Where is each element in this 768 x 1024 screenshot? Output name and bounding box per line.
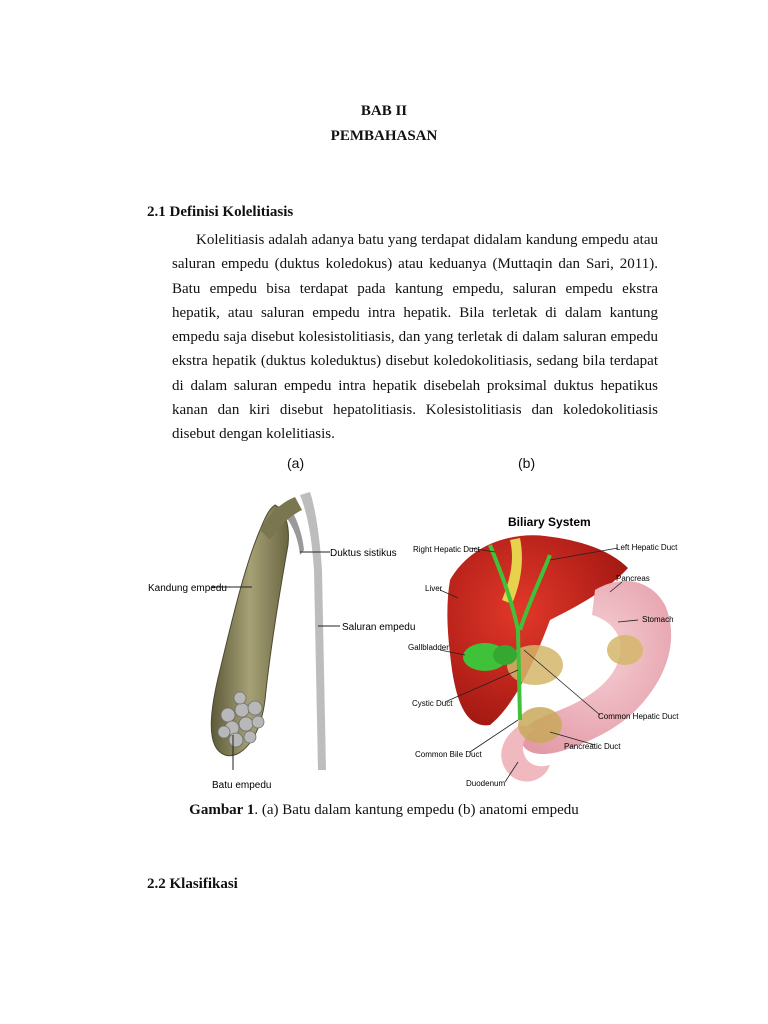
figure-caption xyxy=(0,802,768,819)
definition-paragraph: Kolelitiasis adalah adanya batu yang terdapat didalam kandung empedu atau saluran empedu (duktus koledokus) atau keduanya (Muttaqin dan Sari, 2011). Batu empedu bisa terdapat pada kantung empedu, saluran empedu ekstra hepatik, atau saluran empedu intra hepatik. Bila terletak di dalam kantung empedu saja disebut kolesistolitiasis, dan yang terletak di dalam saluran empedu ekstra hepatik (duktus koleduktus) disebut koledokolitiasis, sedang bila terdapat di dalam saluran empedu intra hepatik disebelah proksimal duktus hepatikus kanan dan kiri disebut hepatolitiasis. Kolesistolitiasis dan koledokolitiasis disebut dengan kolelitiasis. xyxy=(172,232,658,443)
label-common-bile-duct: Common Bile Duct xyxy=(415,750,482,759)
figure-caption-text: . (a) Batu dalam kantung empedu (b) anatomi empedu xyxy=(254,802,579,818)
gallbladder-illustration xyxy=(211,492,326,770)
panel-a-label: (a) xyxy=(287,455,305,471)
label-cystic-duct: Cystic Duct xyxy=(412,699,453,708)
label-stomach: Stomach xyxy=(642,615,674,624)
label-pancreas: Pancreas xyxy=(616,574,650,583)
label-duktus-sistikus: Duktus sistikus xyxy=(330,548,397,559)
label-gallbladder: Gallbladder xyxy=(408,643,449,652)
section-heading-klasifikasi: 2.2 Klasifikasi xyxy=(147,876,238,892)
label-duodenum: Duodenum xyxy=(466,779,506,788)
anatomy-figure xyxy=(140,470,700,800)
label-kandung-empedu: Kandung empedu xyxy=(148,583,227,594)
label-saluran-empedu: Saluran empedu xyxy=(342,622,416,633)
section-heading-definisi: 2.1 Definisi Kolelitiasis xyxy=(147,204,294,220)
label-batu-empedu: Batu empedu xyxy=(212,780,272,791)
label-common-hepatic-duct: Common Hepatic Duct xyxy=(598,712,679,721)
label-liver: Liver xyxy=(425,584,443,593)
chapter-number: BAB II xyxy=(360,103,408,119)
label-pancreatic-duct: Pancreatic Duct xyxy=(564,742,621,751)
panel-b-label: (b) xyxy=(518,455,536,471)
label-left-hepatic-duct: Left Hepatic Duct xyxy=(616,543,678,552)
figure-caption-number: Gambar 1 xyxy=(189,802,255,818)
label-right-hepatic-duct: Right Hepatic Duct xyxy=(413,545,480,554)
anatomy-illustration xyxy=(140,470,700,800)
chapter-title: PEMBAHASAN xyxy=(330,128,438,144)
biliary-system-title: Biliary System xyxy=(508,515,591,529)
